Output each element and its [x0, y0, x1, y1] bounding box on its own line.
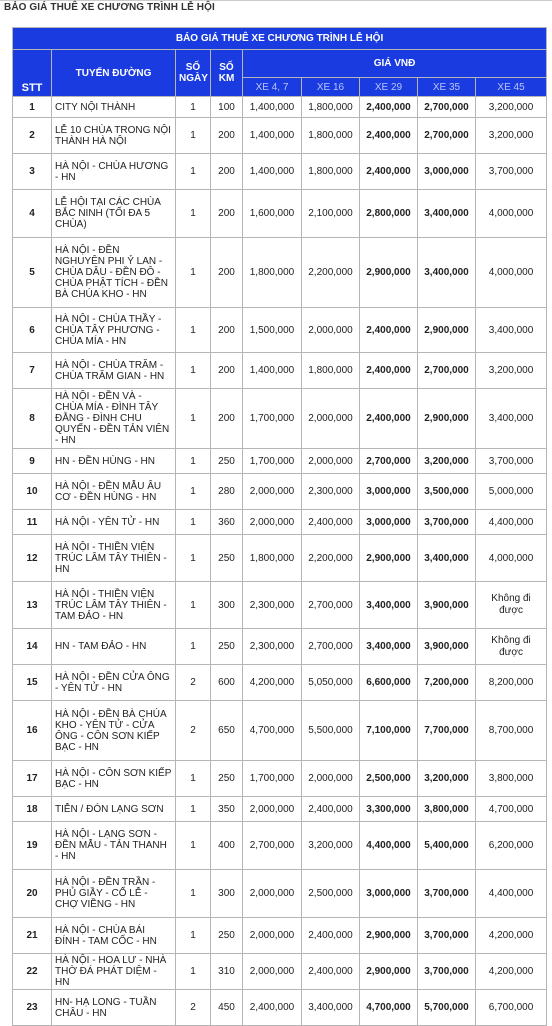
- table-body: [13, 97, 547, 1026]
- cell-price-xe-16: 2,200,000: [302, 238, 360, 308]
- cell-price-xe-45: 8,200,000: [476, 665, 547, 701]
- cell-route: HÀ NỘI - CHÙA TRĂM - CHÙA TRĂM GIAN - HN: [52, 353, 176, 389]
- cell-price-xe-4-7: 1,700,000: [243, 449, 302, 474]
- cell-days: 1: [176, 308, 211, 353]
- table-row: [13, 629, 547, 665]
- cell-price-xe-35: 3,700,000: [418, 510, 476, 535]
- cell-route: HÀ NỘI - ĐỀN NGHUYÊN PHI Ỷ LAN - CHÙA DÂU - ĐỀN ĐÔ - CHÙA PHẬT TÍCH - ĐỀN BÀ CHÚA KHO - HN: [52, 238, 176, 308]
- table-row: [13, 353, 547, 389]
- cell-price-xe-35: 2,900,000: [418, 308, 476, 353]
- cell-km: 100: [211, 97, 243, 118]
- cell-km: 280: [211, 474, 243, 510]
- cell-route: HÀ NỘI - ĐỀN TRẦN - PHỦ GIẦY - CỔ LỄ - CHỢ VIỀNG - HN: [52, 870, 176, 918]
- header-km: SỐ KM: [211, 50, 243, 97]
- cell-price-xe-35: 2,700,000: [418, 97, 476, 118]
- cell-price-xe-16: 2,100,000: [302, 190, 360, 238]
- cell-km: 200: [211, 308, 243, 353]
- cell-price-xe-16: 2,200,000: [302, 535, 360, 582]
- cell-price-xe-4-7: 1,700,000: [243, 389, 302, 449]
- cell-stt: 23: [13, 990, 52, 1026]
- cell-price-xe-16: 2,400,000: [302, 918, 360, 954]
- cell-price-xe-45: 4,000,000: [476, 535, 547, 582]
- cell-price-xe-29: 6,600,000: [360, 665, 418, 701]
- cell-price-xe-16: 2,700,000: [302, 629, 360, 665]
- cell-price-xe-35: 3,200,000: [418, 761, 476, 797]
- cell-price-xe-4-7: 1,800,000: [243, 238, 302, 308]
- cell-stt: 7: [13, 353, 52, 389]
- cell-price-xe-35: 3,400,000: [418, 190, 476, 238]
- cell-price-xe-35: 3,700,000: [418, 918, 476, 954]
- cell-route: HN - TAM ĐẢO - HN: [52, 629, 176, 665]
- cell-price-xe-16: 1,800,000: [302, 118, 360, 154]
- table-row: [13, 118, 547, 154]
- cell-price-xe-4-7: 1,400,000: [243, 118, 302, 154]
- cell-price-xe-29: 2,400,000: [360, 389, 418, 449]
- cell-price-xe-16: 2,000,000: [302, 308, 360, 353]
- cell-price-xe-29: 3,400,000: [360, 629, 418, 665]
- cell-route: HN - ĐỀN HÙNG - HN: [52, 449, 176, 474]
- cell-price-xe-45: 3,400,000: [476, 308, 547, 353]
- cell-stt: 6: [13, 308, 52, 353]
- cell-stt: 9: [13, 449, 52, 474]
- page-title: BẢO GIÁ THUÊ XE CHƯƠNG TRÌNH LỄ HỘI: [4, 2, 215, 13]
- cell-km: 200: [211, 154, 243, 190]
- cell-stt: 21: [13, 918, 52, 954]
- cell-days: 1: [176, 474, 211, 510]
- cell-price-xe-4-7: 2,000,000: [243, 870, 302, 918]
- cell-days: 1: [176, 449, 211, 474]
- cell-route: LỄ 10 CHÙA TRONG NỘI THÀNH HÀ NỘI: [52, 118, 176, 154]
- cell-price-xe-16: 2,000,000: [302, 449, 360, 474]
- table-row: [13, 190, 547, 238]
- cell-days: 2: [176, 701, 211, 761]
- cell-price-xe-29: 2,400,000: [360, 154, 418, 190]
- cell-price-xe-29: 2,400,000: [360, 118, 418, 154]
- table-row: [13, 954, 547, 990]
- cell-price-xe-4-7: 1,400,000: [243, 353, 302, 389]
- header-stt: STT: [13, 50, 52, 97]
- cell-stt: 15: [13, 665, 52, 701]
- cell-km: 250: [211, 449, 243, 474]
- header-route: TUYẾN ĐƯỜNG: [52, 50, 176, 97]
- cell-price-xe-45: 4,700,000: [476, 797, 547, 822]
- table-row: [13, 582, 547, 629]
- top-border-line: [0, 0, 552, 1]
- cell-km: 200: [211, 190, 243, 238]
- cell-price-xe-45: 8,700,000: [476, 701, 547, 761]
- cell-price-xe-45: 3,700,000: [476, 449, 547, 474]
- cell-stt: 5: [13, 238, 52, 308]
- cell-days: 1: [176, 535, 211, 582]
- cell-price-xe-45: 3,200,000: [476, 353, 547, 389]
- cell-price-xe-16: 2,700,000: [302, 582, 360, 629]
- cell-price-xe-45: 4,000,000: [476, 238, 547, 308]
- table-row: [13, 701, 547, 761]
- cell-price-xe-45: 6,200,000: [476, 822, 547, 870]
- cell-days: 1: [176, 870, 211, 918]
- cell-price-xe-35: 5,700,000: [418, 990, 476, 1026]
- cell-price-xe-4-7: 2,400,000: [243, 990, 302, 1026]
- cell-route: HÀ NỘI - CHÙA THẦY - CHÙA TÂY PHƯƠNG - CHÙA MÍA - HN: [52, 308, 176, 353]
- cell-price-xe-4-7: 1,400,000: [243, 97, 302, 118]
- cell-price-xe-29: 2,900,000: [360, 238, 418, 308]
- cell-price-xe-4-7: 1,800,000: [243, 535, 302, 582]
- table-row: [13, 449, 547, 474]
- cell-price-xe-4-7: 1,700,000: [243, 761, 302, 797]
- cell-price-xe-16: 2,300,000: [302, 474, 360, 510]
- cell-days: 1: [176, 510, 211, 535]
- cell-price-xe-4-7: 2,000,000: [243, 797, 302, 822]
- cell-km: 200: [211, 353, 243, 389]
- cell-price-xe-45: Không đi được: [476, 582, 547, 629]
- cell-days: 1: [176, 97, 211, 118]
- cell-route: HÀ NỘI - ĐỀN MẪU ÂU CƠ - ĐỀN HÙNG - HN: [52, 474, 176, 510]
- cell-price-xe-16: 2,400,000: [302, 797, 360, 822]
- cell-route: HÀ NỘI - ĐỀN BÀ CHÚA KHO - YÊN TỬ - CỬA ÔNG - CÔN SƠN KIẾP BẠC - HN: [52, 701, 176, 761]
- header-vehicle-4-7: XE 4, 7: [243, 78, 302, 97]
- cell-stt: 12: [13, 535, 52, 582]
- cell-price-xe-16: 1,800,000: [302, 154, 360, 190]
- cell-price-xe-35: 3,700,000: [418, 954, 476, 990]
- cell-price-xe-35: 7,700,000: [418, 701, 476, 761]
- cell-price-xe-16: 1,800,000: [302, 353, 360, 389]
- cell-route: HÀ NỘI - ĐỀN VÀ - CHÙA MÍA - ĐÌNH TÂY ĐẰNG - ĐÌNH CHU QUYẾN - ĐỀN TẢN VIÊN - HN: [52, 389, 176, 449]
- cell-stt: 14: [13, 629, 52, 665]
- cell-price-xe-45: 3,200,000: [476, 118, 547, 154]
- cell-price-xe-29: 2,800,000: [360, 190, 418, 238]
- cell-price-xe-29: 2,900,000: [360, 918, 418, 954]
- cell-stt: 3: [13, 154, 52, 190]
- cell-price-xe-4-7: 1,400,000: [243, 154, 302, 190]
- cell-price-xe-4-7: 2,000,000: [243, 474, 302, 510]
- cell-price-xe-45: Không đi được: [476, 629, 547, 665]
- cell-price-xe-35: 3,000,000: [418, 154, 476, 190]
- cell-route: HÀ NỘI - ĐỀN CỬA ÔNG - YÊN TỬ - HN: [52, 665, 176, 701]
- cell-price-xe-45: 4,000,000: [476, 190, 547, 238]
- cell-price-xe-35: 2,900,000: [418, 389, 476, 449]
- cell-stt: 16: [13, 701, 52, 761]
- table-row: [13, 822, 547, 870]
- cell-stt: 22: [13, 954, 52, 990]
- cell-price-xe-16: 2,000,000: [302, 761, 360, 797]
- cell-price-xe-29: 4,400,000: [360, 822, 418, 870]
- cell-route: HÀ NỘI - CHÙA BÁI ĐÍNH - TAM CỐC - HN: [52, 918, 176, 954]
- table-banner-title: BÁO GIÁ THUÊ XE CHƯƠNG TRÌNH LỄ HỘI: [13, 28, 547, 50]
- cell-km: 200: [211, 238, 243, 308]
- cell-price-xe-29: 2,700,000: [360, 449, 418, 474]
- cell-price-xe-45: 6,700,000: [476, 990, 547, 1026]
- cell-days: 1: [176, 582, 211, 629]
- cell-price-xe-4-7: 2,000,000: [243, 918, 302, 954]
- table-row: [13, 918, 547, 954]
- cell-price-xe-35: 3,800,000: [418, 797, 476, 822]
- cell-price-xe-45: 4,400,000: [476, 510, 547, 535]
- header-days: SỐ NGÀY: [176, 50, 211, 97]
- cell-days: 2: [176, 990, 211, 1026]
- table-row: [13, 797, 547, 822]
- cell-price-xe-35: 3,400,000: [418, 238, 476, 308]
- cell-price-xe-29: 2,400,000: [360, 97, 418, 118]
- cell-price-xe-35: 2,700,000: [418, 118, 476, 154]
- header-vehicle-45: XE 45: [476, 78, 547, 97]
- cell-price-xe-29: 3,000,000: [360, 870, 418, 918]
- cell-price-xe-29: 3,000,000: [360, 474, 418, 510]
- cell-price-xe-35: 3,900,000: [418, 582, 476, 629]
- cell-stt: 10: [13, 474, 52, 510]
- table-row: [13, 535, 547, 582]
- cell-price-xe-29: 2,400,000: [360, 308, 418, 353]
- table-row: [13, 474, 547, 510]
- cell-price-xe-29: 3,400,000: [360, 582, 418, 629]
- cell-price-xe-29: 3,000,000: [360, 510, 418, 535]
- table-row: [13, 238, 547, 308]
- cell-km: 650: [211, 701, 243, 761]
- cell-price-xe-29: 2,500,000: [360, 761, 418, 797]
- cell-route: CITY NỘI THÀNH: [52, 97, 176, 118]
- cell-days: 1: [176, 629, 211, 665]
- cell-price-xe-35: 3,900,000: [418, 629, 476, 665]
- price-table: [12, 27, 547, 1026]
- cell-stt: 1: [13, 97, 52, 118]
- cell-km: 250: [211, 761, 243, 797]
- cell-price-xe-4-7: 2,000,000: [243, 954, 302, 990]
- table-row: [13, 308, 547, 353]
- cell-price-xe-35: 7,200,000: [418, 665, 476, 701]
- cell-route: LỄ HỘI TẠI CÁC CHÙA BẮC NINH (TỐI ĐA 5 CHÙA): [52, 190, 176, 238]
- cell-stt: 2: [13, 118, 52, 154]
- table-row: [13, 870, 547, 918]
- cell-price-xe-35: 3,200,000: [418, 449, 476, 474]
- cell-price-xe-29: 2,900,000: [360, 535, 418, 582]
- cell-days: 1: [176, 190, 211, 238]
- cell-route: HÀ NỘI - THIỀN VIỆN TRÚC LÂM TÂY THIÊN - TAM ĐẢO - HN: [52, 582, 176, 629]
- cell-stt: 11: [13, 510, 52, 535]
- cell-price-xe-45: 3,200,000: [476, 97, 547, 118]
- cell-price-xe-4-7: 2,000,000: [243, 510, 302, 535]
- cell-days: 1: [176, 389, 211, 449]
- cell-route: TIỄN / ĐÓN LẠNG SƠN: [52, 797, 176, 822]
- cell-price-xe-16: 3,200,000: [302, 822, 360, 870]
- header-vehicle-16: XE 16: [302, 78, 360, 97]
- cell-price-xe-29: 2,900,000: [360, 954, 418, 990]
- cell-price-xe-35: 5,400,000: [418, 822, 476, 870]
- cell-km: 300: [211, 582, 243, 629]
- cell-route: HN- HẠ LONG - TUẦN CHÂU - HN: [52, 990, 176, 1026]
- cell-days: 1: [176, 238, 211, 308]
- table-row: [13, 990, 547, 1026]
- cell-price-xe-45: 4,400,000: [476, 870, 547, 918]
- cell-price-xe-4-7: 2,300,000: [243, 629, 302, 665]
- cell-km: 400: [211, 822, 243, 870]
- cell-price-xe-16: 2,400,000: [302, 954, 360, 990]
- cell-days: 1: [176, 154, 211, 190]
- cell-price-xe-16: 3,400,000: [302, 990, 360, 1026]
- cell-price-xe-16: 2,500,000: [302, 870, 360, 918]
- cell-stt: 18: [13, 797, 52, 822]
- cell-km: 450: [211, 990, 243, 1026]
- cell-km: 250: [211, 535, 243, 582]
- cell-km: 200: [211, 118, 243, 154]
- cell-price-xe-16: 1,800,000: [302, 97, 360, 118]
- cell-price-xe-4-7: 1,500,000: [243, 308, 302, 353]
- table-row: [13, 665, 547, 701]
- cell-price-xe-16: 5,500,000: [302, 701, 360, 761]
- cell-km: 360: [211, 510, 243, 535]
- cell-days: 2: [176, 665, 211, 701]
- cell-price-xe-45: 3,700,000: [476, 154, 547, 190]
- cell-route: HÀ NỘI - CÔN SƠN KIẾP BẠC - HN: [52, 761, 176, 797]
- cell-price-xe-35: 3,500,000: [418, 474, 476, 510]
- cell-days: 1: [176, 353, 211, 389]
- cell-days: 1: [176, 797, 211, 822]
- cell-price-xe-4-7: 2,300,000: [243, 582, 302, 629]
- cell-price-xe-4-7: 4,200,000: [243, 665, 302, 701]
- table-row: [13, 389, 547, 449]
- cell-price-xe-45: 3,800,000: [476, 761, 547, 797]
- cell-price-xe-29: 4,700,000: [360, 990, 418, 1026]
- cell-price-xe-29: 7,100,000: [360, 701, 418, 761]
- cell-route: HÀ NỘI - THIỀN VIỆN TRÚC LÂM TÂY THIÊN - HN: [52, 535, 176, 582]
- cell-km: 250: [211, 918, 243, 954]
- cell-price-xe-35: 3,400,000: [418, 535, 476, 582]
- cell-days: 1: [176, 822, 211, 870]
- cell-price-xe-45: 3,400,000: [476, 389, 547, 449]
- cell-stt: 4: [13, 190, 52, 238]
- cell-price-xe-29: 2,400,000: [360, 353, 418, 389]
- cell-route: HÀ NỘI - HOA LƯ - NHÀ THỜ ĐÁ PHÁT DIỆM - HN: [52, 954, 176, 990]
- cell-route: HÀ NỘI - YÊN TỬ - HN: [52, 510, 176, 535]
- cell-days: 1: [176, 761, 211, 797]
- cell-days: 1: [176, 118, 211, 154]
- cell-stt: 13: [13, 582, 52, 629]
- table-row: [13, 154, 547, 190]
- cell-price-xe-35: 2,700,000: [418, 353, 476, 389]
- cell-stt: 17: [13, 761, 52, 797]
- cell-price-xe-4-7: 1,600,000: [243, 190, 302, 238]
- header-vehicle-35: XE 35: [418, 78, 476, 97]
- cell-days: 1: [176, 918, 211, 954]
- cell-stt: 19: [13, 822, 52, 870]
- cell-price-xe-16: 2,400,000: [302, 510, 360, 535]
- cell-price-xe-4-7: 4,700,000: [243, 701, 302, 761]
- cell-km: 250: [211, 629, 243, 665]
- cell-km: 300: [211, 870, 243, 918]
- cell-price-xe-16: 5,050,000: [302, 665, 360, 701]
- cell-price-xe-45: 4,200,000: [476, 954, 547, 990]
- cell-days: 1: [176, 954, 211, 990]
- cell-km: 600: [211, 665, 243, 701]
- cell-price-xe-35: 3,700,000: [418, 870, 476, 918]
- cell-price-xe-45: 4,200,000: [476, 918, 547, 954]
- table-row: [13, 510, 547, 535]
- cell-price-xe-4-7: 2,700,000: [243, 822, 302, 870]
- cell-route: HÀ NỘI - CHÙA HƯƠNG - HN: [52, 154, 176, 190]
- cell-route: HÀ NỘI - LẠNG SƠN - ĐỀN MẪU - TẢN THANH - HN: [52, 822, 176, 870]
- cell-price-xe-29: 3,300,000: [360, 797, 418, 822]
- header-price-group: GIÁ VNĐ: [243, 50, 547, 78]
- cell-km: 350: [211, 797, 243, 822]
- cell-price-xe-45: 5,000,000: [476, 474, 547, 510]
- table-row: [13, 761, 547, 797]
- cell-km: 310: [211, 954, 243, 990]
- cell-stt: 20: [13, 870, 52, 918]
- cell-price-xe-16: 2,000,000: [302, 389, 360, 449]
- cell-km: 200: [211, 389, 243, 449]
- table-row: [13, 97, 547, 118]
- header-vehicle-29: XE 29: [360, 78, 418, 97]
- cell-stt: 8: [13, 389, 52, 449]
